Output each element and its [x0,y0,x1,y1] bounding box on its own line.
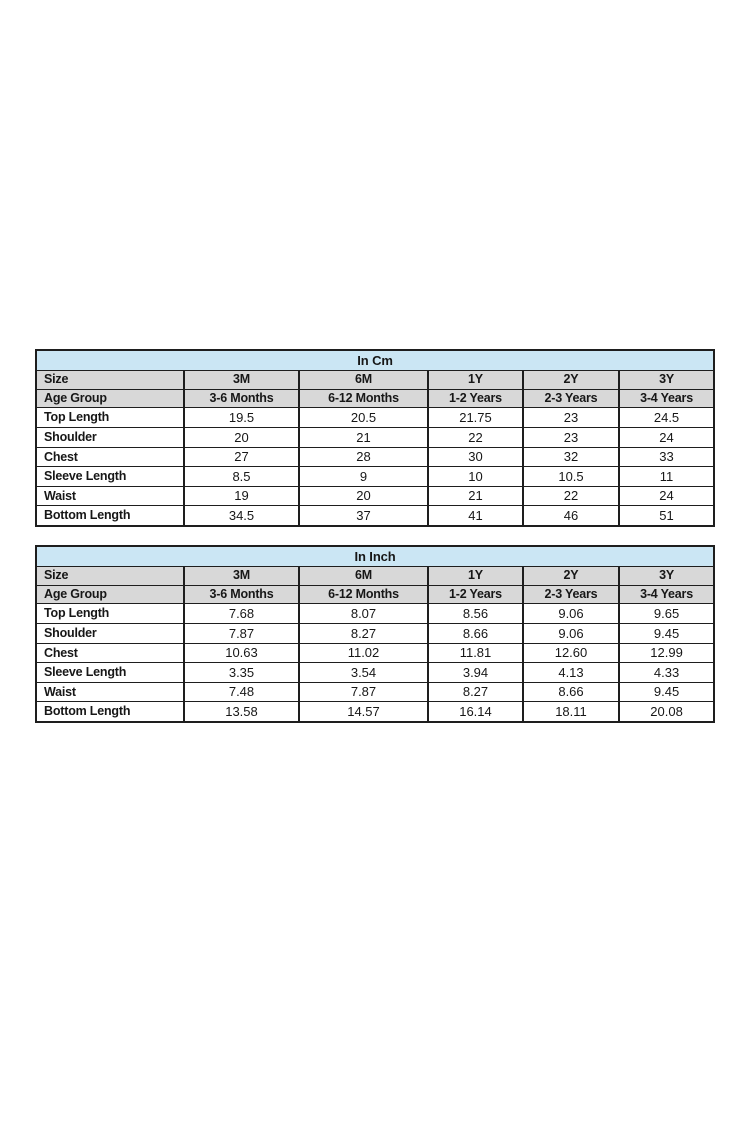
size-row-label: Size [36,566,184,585]
measurement-value: 8.66 [523,682,619,702]
age-value: 2-3 Years [523,389,619,408]
table-row [36,467,714,487]
measurement-value: 32 [523,447,619,467]
measurement-value: 27 [184,447,299,467]
measurement-value: 4.13 [523,663,619,683]
size-value: 2Y [523,566,619,585]
measurement-label: Bottom Length [36,506,184,526]
age-value: 3-6 Months [184,585,299,604]
age-value: 6-12 Months [299,389,428,408]
age-value: 1-2 Years [428,389,523,408]
measurement-value: 12.99 [619,643,714,663]
size-table-inch [35,545,715,723]
measurement-value: 24 [619,486,714,506]
age-value: 6-12 Months [299,585,428,604]
size-value: 3Y [619,566,714,585]
measurement-value: 11 [619,467,714,487]
measurement-value: 9 [299,467,428,487]
table-title-row [36,546,714,566]
table-row [36,663,714,683]
table-row [36,623,714,643]
measurement-value: 24.5 [619,408,714,428]
age-value: 3-4 Years [619,585,714,604]
measurement-value: 51 [619,506,714,526]
measurement-value: 23 [523,408,619,428]
age-value: 2-3 Years [523,585,619,604]
size-row-label: Size [36,370,184,389]
table-row [36,604,714,624]
measurement-value: 12.60 [523,643,619,663]
measurement-value: 23 [523,427,619,447]
measurement-value: 20 [299,486,428,506]
size-value: 3Y [619,370,714,389]
measurement-value: 8.27 [428,682,523,702]
table-row [36,682,714,702]
measurement-value: 10 [428,467,523,487]
measurement-value: 9.06 [523,623,619,643]
measurement-label: Bottom Length [36,702,184,722]
measurement-value: 13.58 [184,702,299,722]
measurement-value: 20.08 [619,702,714,722]
measurement-value: 34.5 [184,506,299,526]
age-value: 3-4 Years [619,389,714,408]
measurement-value: 8.07 [299,604,428,624]
table-row [36,702,714,722]
measurement-label: Top Length [36,408,184,428]
size-table-cm [35,349,715,527]
measurement-value: 41 [428,506,523,526]
measurement-value: 46 [523,506,619,526]
table-title: In Inch [36,546,714,566]
age-row-label: Age Group [36,389,184,408]
table-row [36,408,714,428]
measurement-value: 10.63 [184,643,299,663]
size-value: 1Y [428,370,523,389]
measurement-value: 21.75 [428,408,523,428]
measurement-value: 20 [184,427,299,447]
measurement-value: 30 [428,447,523,467]
table-row [36,427,714,447]
measurement-value: 14.57 [299,702,428,722]
measurement-label: Waist [36,486,184,506]
measurement-value: 3.94 [428,663,523,683]
measurement-value: 24 [619,427,714,447]
table-row [36,486,714,506]
measurement-value: 33 [619,447,714,467]
size-value: 3M [184,566,299,585]
measurement-value: 3.54 [299,663,428,683]
size-value: 1Y [428,566,523,585]
size-value: 3M [184,370,299,389]
age-value: 1-2 Years [428,585,523,604]
measurement-label: Shoulder [36,623,184,643]
measurement-value: 7.48 [184,682,299,702]
measurement-value: 8.5 [184,467,299,487]
measurement-value: 8.66 [428,623,523,643]
age-header-row [36,389,714,408]
measurement-value: 22 [428,427,523,447]
measurement-label: Top Length [36,604,184,624]
measurement-label: Shoulder [36,427,184,447]
measurement-value: 21 [428,486,523,506]
measurement-label: Sleeve Length [36,663,184,683]
measurement-value: 3.35 [184,663,299,683]
age-row-label: Age Group [36,585,184,604]
table-row [36,506,714,526]
size-header-row [36,566,714,585]
measurement-value: 18.11 [523,702,619,722]
measurement-value: 10.5 [523,467,619,487]
measurement-value: 9.45 [619,623,714,643]
measurement-value: 8.27 [299,623,428,643]
measurement-value: 20.5 [299,408,428,428]
measurement-value: 9.65 [619,604,714,624]
measurement-value: 9.06 [523,604,619,624]
measurement-value: 11.81 [428,643,523,663]
size-value: 6M [299,566,428,585]
measurement-label: Chest [36,643,184,663]
size-value: 6M [299,370,428,389]
measurement-value: 21 [299,427,428,447]
age-header-row [36,585,714,604]
table-row [36,447,714,467]
measurement-value: 7.87 [184,623,299,643]
measurement-label: Sleeve Length [36,467,184,487]
measurement-value: 16.14 [428,702,523,722]
measurement-value: 22 [523,486,619,506]
measurement-value: 9.45 [619,682,714,702]
measurement-value: 19 [184,486,299,506]
measurement-value: 37 [299,506,428,526]
measurement-label: Waist [36,682,184,702]
measurement-value: 7.68 [184,604,299,624]
measurement-label: Chest [36,447,184,467]
measurement-value: 8.56 [428,604,523,624]
size-value: 2Y [523,370,619,389]
measurement-value: 7.87 [299,682,428,702]
measurement-value: 11.02 [299,643,428,663]
table-title-row [36,350,714,370]
measurement-value: 4.33 [619,663,714,683]
table-row [36,643,714,663]
table-title: In Cm [36,350,714,370]
age-value: 3-6 Months [184,389,299,408]
size-header-row [36,370,714,389]
measurement-value: 28 [299,447,428,467]
measurement-value: 19.5 [184,408,299,428]
